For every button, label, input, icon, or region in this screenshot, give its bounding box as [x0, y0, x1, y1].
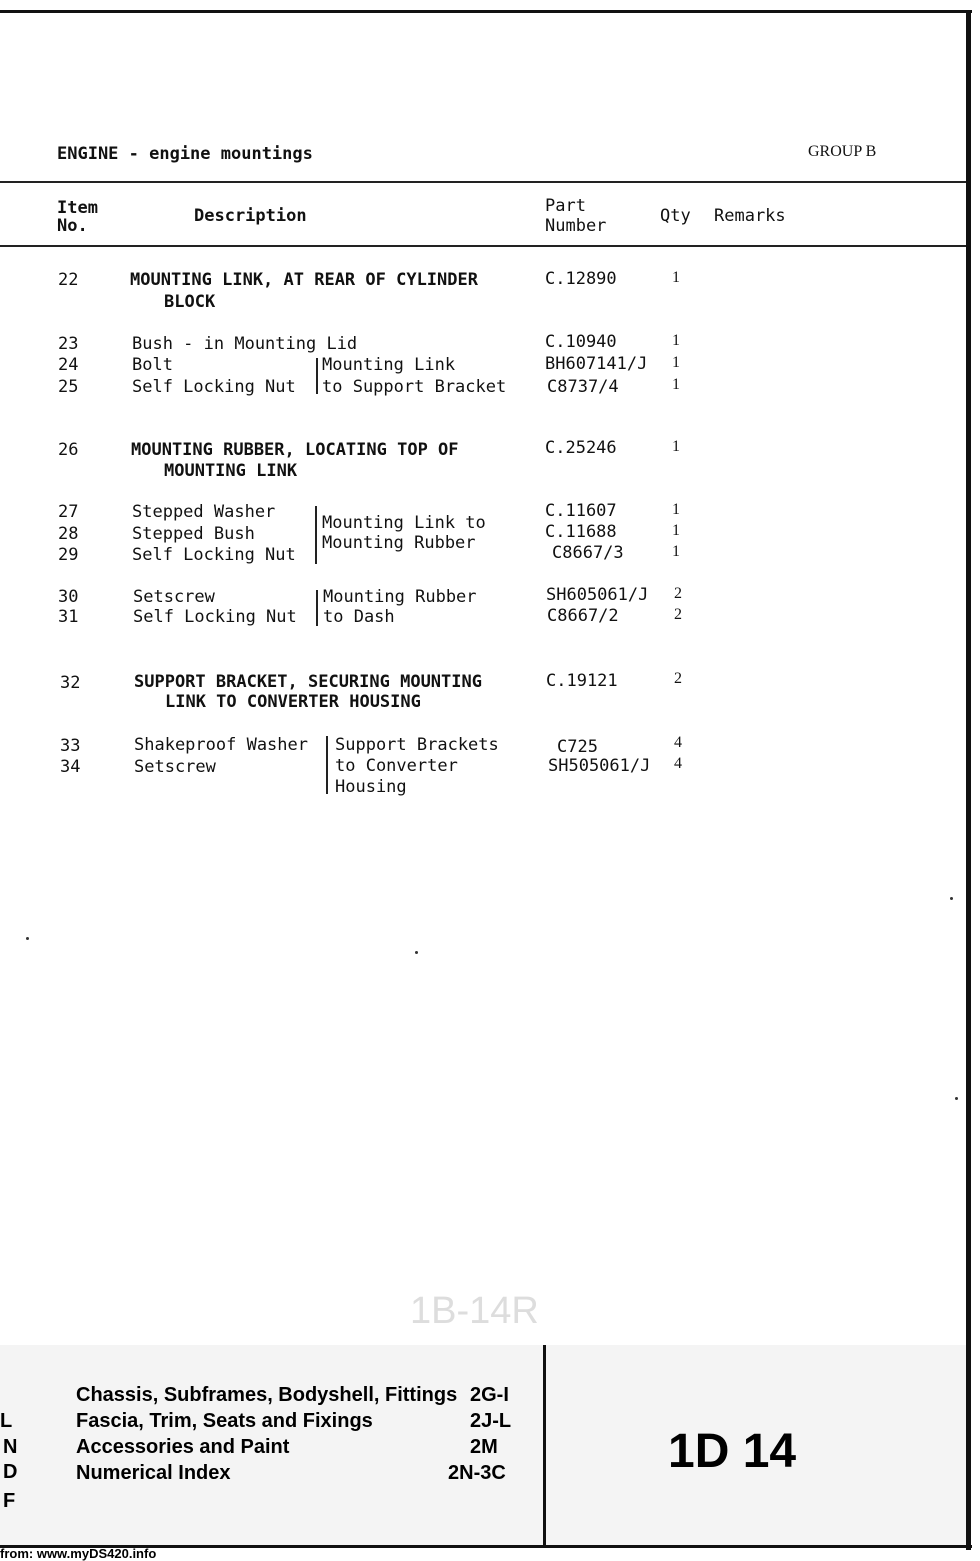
group-note: Housing: [335, 777, 407, 797]
quantity: 1: [672, 332, 680, 349]
item-no: 26: [58, 440, 79, 460]
quantity: 1: [672, 354, 680, 371]
item-no: 32: [60, 673, 81, 693]
page-frame-right: [966, 10, 971, 1550]
quantity: 1: [672, 522, 680, 539]
group-bracket: [316, 358, 318, 394]
item-no: 25: [58, 377, 79, 397]
index-label: Accessories and Paint: [76, 1436, 290, 1458]
part-number: C.19121: [546, 671, 618, 691]
header-rule-bottom: [0, 245, 966, 247]
item-description: Stepped Washer: [132, 502, 276, 522]
item-description: Self Locking Nut: [133, 607, 297, 627]
quantity: 1: [672, 543, 680, 560]
part-number: C8667/2: [547, 606, 619, 626]
part-number: C.10940: [545, 332, 617, 352]
item-description: Self Locking Nut: [132, 545, 296, 565]
item-no: 34: [60, 757, 81, 777]
part-number: C8667/3: [552, 543, 624, 563]
index-label: Numerical Index: [76, 1462, 231, 1484]
part-number: C.25246: [545, 438, 617, 458]
quantity: 2: [674, 606, 682, 623]
item-no: 33: [60, 736, 81, 756]
item-no: 27: [58, 502, 79, 522]
group-bracket: [316, 590, 318, 626]
item-no: 22: [58, 270, 79, 290]
index-ref: 2G-I: [470, 1384, 509, 1406]
group-label: GROUP B: [808, 143, 877, 160]
item-description-cont: BLOCK: [164, 292, 216, 312]
scan-speck: [26, 937, 29, 940]
edge-letter: D: [3, 1461, 18, 1483]
group-note: to Converter: [335, 756, 458, 776]
group-bracket: [326, 736, 328, 794]
col-number: Number: [545, 216, 607, 236]
edge-letter: L: [0, 1410, 13, 1432]
quantity: 2: [674, 585, 682, 602]
scan-speck: [415, 951, 418, 954]
index-ref: 2M: [470, 1436, 498, 1458]
quantity: 1: [672, 438, 680, 455]
page-title: ENGINE - engine mountings: [57, 144, 313, 164]
item-description: Stepped Bush: [132, 524, 255, 544]
col-no: No.: [57, 216, 88, 236]
page-frame-top: [0, 10, 972, 13]
group-note: Mounting Link: [322, 355, 456, 375]
item-description: Bush - in Mounting Lid: [132, 334, 358, 354]
item-description: SUPPORT BRACKET, SECURING MOUNTING: [134, 672, 482, 692]
edge-letter: F: [3, 1490, 16, 1512]
group-note: Mounting Rubber: [323, 587, 477, 607]
part-number: C.12890: [545, 269, 617, 289]
part-number: C.11688: [545, 522, 617, 542]
col-remarks: Remarks: [714, 206, 786, 226]
item-description: Bolt: [132, 355, 173, 375]
item-no: 28: [58, 524, 79, 544]
part-number: SH505061/J: [548, 756, 651, 776]
source-credit: from: www.myDS420.info: [0, 1546, 157, 1561]
edge-letter: N: [3, 1436, 18, 1458]
part-number: C8737/4: [547, 377, 619, 397]
group-note: Mounting Link to: [322, 513, 486, 533]
page-stamp: 1B-14R: [410, 1290, 539, 1332]
quantity: 1: [672, 269, 680, 286]
quantity: 1: [672, 501, 680, 518]
item-no: 30: [58, 587, 79, 607]
col-part: Part: [545, 196, 586, 216]
part-number: SH605061/J: [546, 585, 649, 605]
index-label: Chassis, Subframes, Bodyshell, Fittings: [76, 1384, 458, 1406]
group-note: Support Brackets: [335, 735, 499, 755]
page-reference: 1D 14: [668, 1425, 797, 1478]
quantity: 4: [674, 734, 682, 751]
footer-divider: [543, 1345, 546, 1545]
item-no: 23: [58, 334, 79, 354]
item-description: Setscrew: [134, 757, 216, 777]
part-number: BH607141/J: [545, 354, 648, 374]
item-description: MOUNTING RUBBER, LOCATING TOP OF: [131, 440, 459, 460]
index-ref: 2J-L: [470, 1410, 512, 1432]
item-no: 24: [58, 355, 79, 375]
index-ref: 2N-3C: [448, 1462, 506, 1484]
item-no: 31: [58, 607, 79, 627]
col-item: Item: [57, 198, 98, 218]
quantity: 2: [674, 670, 682, 687]
index-label: Fascia, Trim, Seats and Fixings: [76, 1410, 373, 1432]
group-note: Mounting Rubber: [322, 533, 476, 553]
quantity: 4: [674, 755, 682, 772]
item-description: Shakeproof Washer: [134, 735, 308, 755]
item-description-cont: MOUNTING LINK: [164, 461, 298, 481]
quantity: 1: [672, 376, 680, 393]
scan-speck: [950, 897, 953, 900]
item-description-cont: LINK TO CONVERTER HOUSING: [165, 692, 421, 712]
scan-speck: [955, 1097, 958, 1100]
col-qty: Qty: [660, 206, 691, 226]
item-no: 29: [58, 545, 79, 565]
group-note: to Support Bracket: [322, 377, 507, 397]
item-description: Setscrew: [133, 587, 215, 607]
group-bracket: [315, 506, 317, 564]
header-rule-top: [0, 181, 966, 183]
part-number: C.11607: [545, 501, 617, 521]
item-description: Self Locking Nut: [132, 377, 296, 397]
col-description: Description: [194, 206, 307, 226]
group-note: to Dash: [323, 607, 395, 627]
part-number: C725: [557, 737, 598, 757]
item-description: MOUNTING LINK, AT REAR OF CYLINDER: [130, 270, 478, 290]
